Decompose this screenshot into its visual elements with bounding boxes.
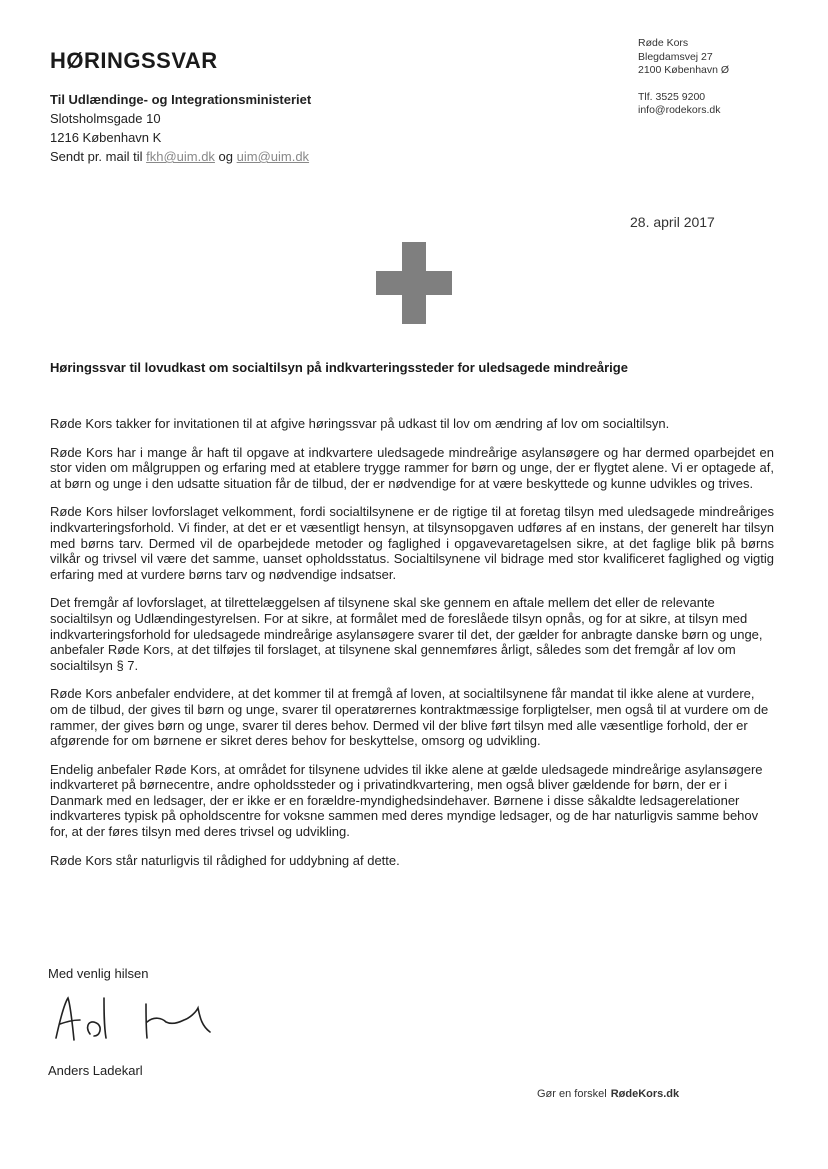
closing-phrase: Med venlig hilsen — [48, 966, 149, 981]
body-paragraph-2: Røde Kors har i mange år haft til opgave at indkvartere uledsagede mindreårige asylansøgere og har dermed oparbejdet en stor viden om målgruppen og erfaring med at etablere trygge rammer for børn og unge, der er flygtet alene. Vi er optagede af, at børn og unge i den udsatte situation får de tilbud, der er nødvendige for at være beskyttede og kunne udvikles og trives. — [50, 444, 774, 491]
handwritten-signature — [50, 990, 220, 1050]
body-paragraph-7: Røde Kors står naturligvis til rådighed for uddybning af dette. — [50, 852, 400, 868]
body-paragraph-6: Endelig anbefaler Røde Kors, at området for tilsynene udvides til ikke alene at gælde uledsagede mindreårige asylansøgere indkvarteret på børnecentre, andre opholdssteder og i privatindkvartering, men også bliver gældende for børn, der er i Danmark med en ledsager, der er ikke er en forældre-myndighedsindehaver. Børnene i disse såkaldte ledsagerelationer indkvarteres typisk på opholdscentre for voksne sammen med deres myndige ledsager, og de har naturligvis samme behov for, at der føres tilsyn med deres trivsel og udvikling. — [50, 761, 763, 840]
sender-block — [638, 37, 729, 118]
sent-prefix: Sendt pr. mail til — [50, 149, 147, 164]
body-paragraph-4: Det fremgår af lovforslaget, at tilrettelæggelsen af tilsynene skal ske gennem en aftale mellem det eller de relevante socialtilsyn og Udlændingestyrelsen. For at sikre, at formålet med de foreslåede tilsyn opnås, og for at sikre, at tilsyn med indkvarteringsforhold for uledsagede mindreårige asylansøgere svarer til det, der gælder for anbragte danske børn og unge, anbefaler Røde Kors, at det tilføjes til forslaget, at tilsynene skal gennemføres årligt, således som det fremgår af lov om socialtilsyn § 7. — [50, 595, 763, 673]
body-paragraph-5: Røde Kors anbefaler endvidere, at det kommer til at fremgå af loven, at socialtilsynene får mandat til ikke alene at vurdere, om de tilbud, der gives til børn og unge, svarer til operatørernes kontraktmæssige forpligtelser, men også til at vurdere om de rammer, der gives børn og unge, svarer til deres behov. Dermed vil der blive ført tilsyn med alle væsentlige forhold, der er afgørende for om børnene er sikret deres behov for beskyttelse, omsorg og udvikling. — [50, 686, 769, 749]
letter-date: 28. april 2017 — [630, 214, 715, 230]
email-link-uim[interactable]: uim@uim.dk — [236, 149, 310, 164]
sent-middle: og — [214, 149, 237, 164]
sender-phone: Tlf. 3525 9200 — [638, 90, 706, 103]
sender-street: Blegdamsvej 27 — [638, 50, 713, 63]
email-link-fkh[interactable]: fkh@uim.dk — [146, 149, 215, 164]
subject-heading: Høringssvar til lovudkast om socialtilsyn på indkvarteringssteder for uledsagede mindreårige — [50, 360, 628, 375]
letter-body — [50, 416, 774, 881]
body-paragraph-3: Røde Kors hilser lovforslaget velkomment, fordi socialtilsynene er de rigtige til at foretag tilsyn med uledsagede mindreåriges indkvarteringsforhold. Vi finder, at det er et væsentligt hensyn, at tilsynsopgaven udføres af en instans, der generelt har tilsyn med børns tarv. Dermed vil de oparbejdede metoder og faglighed i opgavevaretagelsen sikre, at det faglige blik på børns vilkår og trivsel vil være det samme, uanset opholdsstatus. Socialtilsynene vil bidrage med stor kvalificeret faglighed og vigtig erfaring med at vurdere børns tarv og nødvendige indsatser. — [50, 504, 774, 582]
recipient-street: Slotsholmsgade 10 — [50, 111, 161, 126]
footer-text: Gør en forskel — [537, 1088, 607, 1100]
sender-email: info@rodekors.dk — [638, 104, 721, 116]
sent-by-mail-line — [50, 147, 311, 166]
signer-name: Anders Ladekarl — [48, 1063, 143, 1078]
footer-tagline — [537, 1088, 679, 1100]
sender-city: 2100 København Ø — [638, 64, 730, 76]
recipient-city: 1216 København K — [50, 130, 162, 145]
footer-brand: RødeKors.dk — [610, 1088, 680, 1100]
sender-org: Røde Kors — [638, 37, 689, 49]
recipient-block — [50, 90, 311, 166]
red-cross-icon — [376, 242, 452, 324]
document-title: HØRINGSSVAR — [50, 48, 218, 73]
recipient-name: Til Udlændinge- og Integrationsministeriet — [50, 92, 312, 107]
body-paragraph-1: Røde Kors takker for invitationen til at afgive høringssvar på udkast til lov om ændring af lov om socialtilsyn. — [50, 416, 670, 431]
